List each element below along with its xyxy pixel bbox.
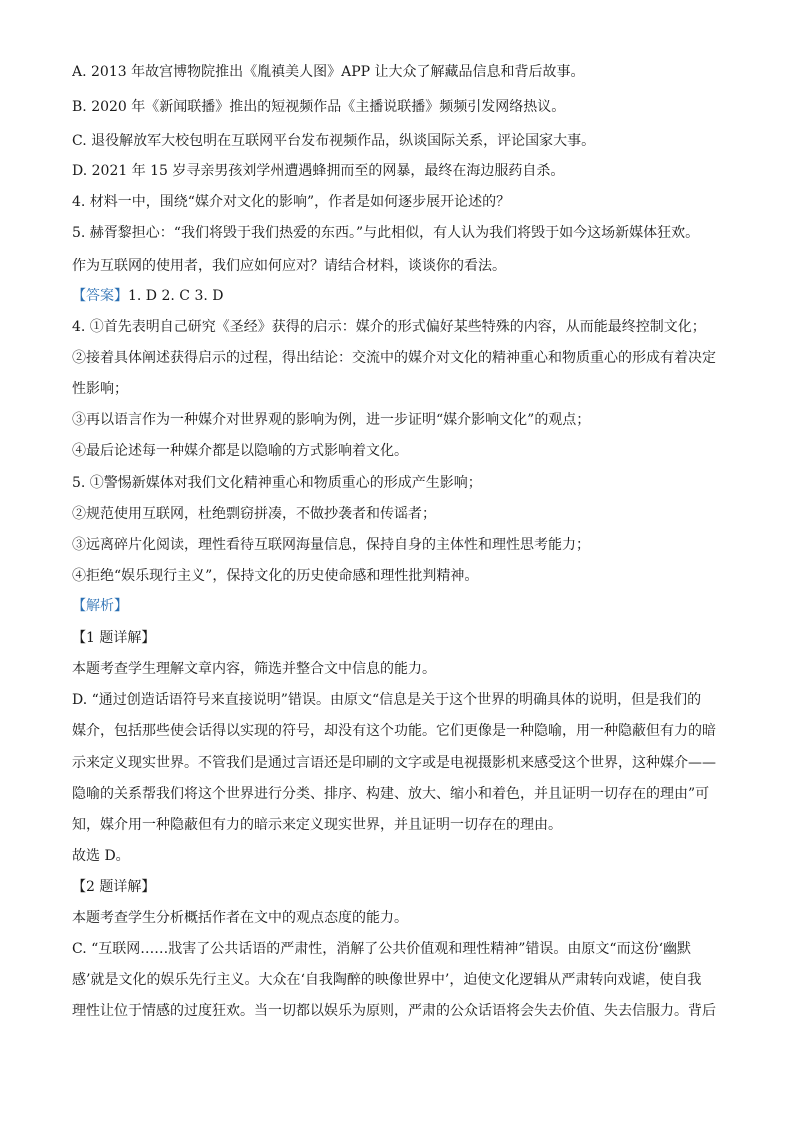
question-4: 4. 材料一中，围绕“媒介对文化的影响”，作者是如何逐步展开论述的？ — [72, 194, 511, 210]
answer-5-point-2: ②规范使用互联网，杜绝剽窃拼凑，不做抄袭者和传谣者； — [72, 506, 436, 522]
answer-5-point-3: ③远离碎片化阅读，理性看待互联网海量信息，保持自身的主体性和理性思考能力； — [72, 537, 590, 553]
answer-4-step-4: ④最后论述每一种媒介都是以隐喻的方式影响着文化。 — [72, 443, 408, 459]
analysis-line — [72, 596, 732, 616]
q2-detail-intro: 本题考查学生分析概括作者在文中的观点态度的能力。 — [72, 910, 408, 926]
q2-detail-body-1: C. “互联网……戕害了公共话语的严肃性，消解了公共价值观和理性精神”错误。由原文“而这份‘幽默 — [72, 941, 692, 957]
option-c: C. 退役解放军大校包明在互联网平台发布视频作品，纵谈国际关系，评论国家大事。 — [72, 133, 596, 149]
answer-tag: 【答案】 — [72, 288, 128, 304]
q1-detail-body-4: 隐喻的关系帮我们将这个世界进行分类、排序、构建、放大、缩小和着色，并且证明一切存在的理由”可 — [72, 786, 710, 802]
q1-detail-body-2: 媒介，包括那些使会话得以实现的符号，却没有这个功能。它们更像是一种隐喻，用一种隐蔽但有力的暗 — [72, 723, 716, 739]
q2-detail-body-2: 感’就是文化的娱乐先行主义。大众在‘自我陶醉的映像世界中’，迫使文化逻辑从严肃转向戏谑，使自我 — [72, 972, 702, 988]
answer-text: 1. D 2. C 3. D — [128, 288, 224, 304]
q1-detail-body-1: D. “通过创造话语符号来直接说明”错误。由原文“信息是关于这个世界的明确具体的说明，但是我们的 — [72, 692, 702, 708]
option-b: B. 2020 年《新闻联播》推出的短视频作品《主播说联播》频频引发网络热议。 — [72, 99, 566, 115]
q2-detail-body-3: 理性让位于情感的过度狂欢。当一切都以娱乐为原则，严肃的公众话语将会失去价值、失去信服力。背后 — [72, 1003, 716, 1019]
analysis-tag: 【解析】 — [72, 598, 128, 614]
q2-detail-heading: 【2 题详解】 — [72, 879, 156, 895]
q1-detail-body-3: 示来定义现实世界。不管我们是通过言语还是印刷的文字或是电视摄影机来感受这个世界，这种媒介—— — [72, 755, 716, 771]
answer-4-step-2-cont: 性影响； — [72, 381, 128, 397]
answer-5-point-1: 5. ①警惕新媒体对我们文化精神重心和物质重心的形成产生影响； — [72, 475, 482, 491]
answer-5-point-4: ④拒绝“娱乐现行主义”，保持文化的历史使命感和理性批判精神。 — [72, 568, 479, 584]
question-5: 5. 赫胥黎担心：“我们将毁于我们热爱的东西。”与此相似，有人认为我们将毁于如今这场新媒体狂欢。 — [72, 225, 700, 241]
option-d: D. 2021 年 15 岁寻亲男孩刘学州遭遇蜂拥而至的网暴，最终在海边服药自杀。 — [72, 163, 565, 179]
answer-line — [72, 286, 732, 306]
option-a: A. 2013 年故宫博物院推出《胤禛美人图》APP 让大众了解藏品信息和背后故事。 — [72, 64, 585, 80]
answer-4-step-3: ③再以语言作为一种媒介对世界观的影响为例，进一步证明“媒介影响文化”的观点； — [72, 412, 591, 428]
q1-detail-heading: 【1 题详解】 — [72, 630, 156, 646]
q1-detail-body-5: 知，媒介用一种隐蔽但有力的暗示来定义现实世界，并且证明一切存在的理由。 — [72, 817, 562, 833]
answer-4-step-1: 4. ①首先表明自己研究《圣经》获得的启示：媒介的形式偏好某些特殊的内容，从而能最终控制文化； — [72, 319, 706, 335]
q1-detail-intro: 本题考查学生理解文章内容，筛选并整合文中信息的能力。 — [72, 661, 436, 677]
answer-4-step-2: ②接着具体阐述获得启示的过程，得出结论：交流中的媒介对文化的精神重心和物质重心的形成有着决定 — [72, 350, 716, 366]
q1-conclusion: 故选 D。 — [72, 848, 130, 864]
question-5-cont: 作为互联网的使用者，我们应如何应对？请结合材料，谈谈你的看法。 — [72, 258, 506, 274]
